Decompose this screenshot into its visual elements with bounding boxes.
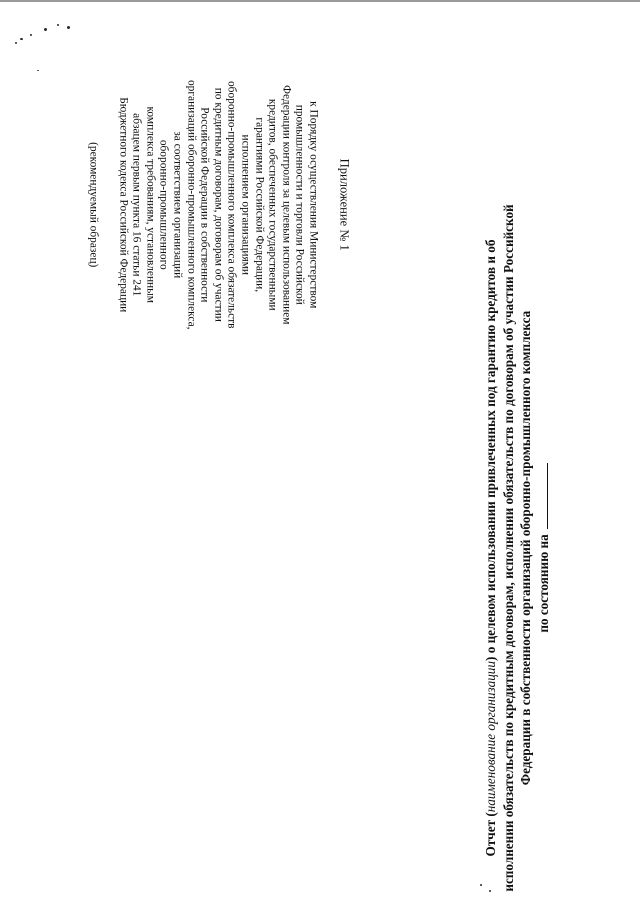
appendix-line: организаций оборонно-промышленного комплекса, (184, 79, 197, 330)
appendix-line: по кредитным договорам, договорам об участии (211, 87, 224, 322)
report-title-line-2: исполнении обязательств по кредитным договорам, исполнении обязательств по договорам об участии Российской (500, 204, 516, 892)
report-title-block (482, 168, 552, 905)
report-title-suffix: ) о целевом использовании привлеченных под гарантию кредитов и об (483, 239, 498, 661)
report-date-label: по состоянию на (535, 534, 551, 633)
scan-speck (37, 70, 39, 71)
scan-speck (57, 24, 59, 26)
appendix-line: за соответствием организаций (170, 131, 183, 279)
appendix-title: Приложение № 1 (336, 158, 351, 251)
scan-speck (67, 26, 70, 29)
scan-speck (20, 38, 23, 40)
appendix-line: Федерации контроля за целевым использованием (279, 85, 292, 325)
appendix-line: Бюджетного кодекса Российской Федерации (116, 97, 129, 313)
appendix-line: к Порядку осуществления Министерством (306, 101, 319, 309)
date-blank-field (535, 463, 548, 529)
scan-speck (15, 42, 17, 44)
appendix-header (85, 67, 351, 342)
appendix-line: промышленности и торговли Российской (293, 104, 306, 305)
appendix-line: оборонно-промышленного (157, 139, 170, 270)
report-date-line (535, 168, 553, 905)
sample-note: (рекомендуемый образец) (86, 142, 99, 268)
appendix-line: Российской Федерации в собственности (198, 107, 210, 303)
report-title-line-1 (482, 168, 500, 905)
appendix-line: кредитов, обеспеченных государственными (265, 98, 278, 311)
scan-speck (30, 34, 32, 36)
appendix-line: комплекса требованиям, установленным (143, 106, 156, 304)
report-title-prefix: Отчет ( (483, 812, 498, 857)
report-title-line-3: Федерации в собственности организаций оборонно-промышленного комплекса (518, 310, 533, 786)
appendix-line: гарантиями Российской Федерации, (252, 117, 265, 293)
appendix-line: исполнением организациями (238, 134, 251, 276)
organization-name-placeholder: наименование организации (483, 661, 498, 813)
scan-edge-line (0, 0, 640, 2)
scan-speck (44, 28, 47, 31)
appendix-line: абзацем первым пункта 16 статьи 241 (130, 113, 143, 297)
appendix-line: оборонно-промышленного комплекса обязательств (225, 80, 238, 329)
